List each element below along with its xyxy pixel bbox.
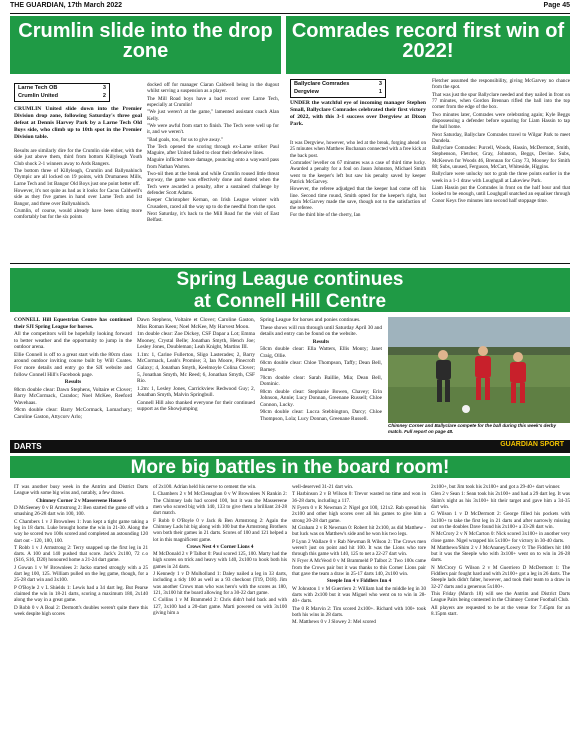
paragraph: However, it's not quite as bad as it looks for Cacus Caldwell's side as they five games in hand over Larne Tech and 1st Bangor, and three over Ballynahinch. — [14, 187, 142, 207]
paragraph: M Graham 2 v R Newman 0: Robert hit 2x100, as did Matthew - but luck was on Matthew's side and he won his two legs. — [292, 524, 426, 538]
paragraph: N McCrory G Wilson 2 v M Guerriero D McDermott 1: The Fiddlers pair fought hard and with 2x100+ got a leg in 26 darts. The Steeple lads didn't falter, however, and took their team to a draw in 32-27 darts and a generous 5x100+. — [431, 564, 570, 590]
paragraph: T Harbinson 2 v B Wilson 0: Trevor wasted no time and won in 36-28 darts, including a 117. — [292, 491, 426, 504]
paragraph: F Robb 0 O'Boyle 0 v Jack & Ben Armstrong 2: Again the Chimney Lads hit big along with 100 but the Armstrong Brothers won both their games in 21 darts. Scores of 100 and 121 helped a lot in this magnificent game. — [153, 517, 287, 543]
darts-column-2 — [153, 484, 287, 734]
paragraph: D Robb 0 v A Boal 2: Dermott's doubles weren't quite there this week despite high scores — [14, 604, 148, 617]
paragraph: 1.1m: 1, Carine Fullerton, Sligo Lasterades; 2, Barry McCormack, Leah's Promise; 3, Ian Moore, Pinecroft Galaxy; 4, Jonathan Smyth, Keelmoyle Colina Clover; 5, Jonathan Smyth, Mc Reed; 6, Jonathan Smyth, CSF Rio. — [137, 351, 255, 385]
paragraph: 60cm double clear: Chloe Thompson, Taffy; Dean Bell, Barney. — [260, 360, 382, 373]
team-score: 2 — [102, 92, 106, 99]
paragraph: Maguire inflicted more damage, pouncing onto a wayward pass from Nathan Warren. — [147, 157, 279, 170]
paragraph: P Lynn 2 Wallace 0 v Rab Newman R Wilson 2: The Crows men weren't just on point and hit 100. It was the Lions who tore through this game with 140, 125 to net a 22-27 dart win. — [292, 538, 426, 558]
score-row — [18, 93, 106, 101]
paragraph: IT was another busy week in the Antrim and District Darts League with some big wins and, notably, a few draws. — [14, 484, 148, 497]
paragraph: Ballyclare were unlucky not to grab the three points earlier in the week in a 1-1 draw with Loughgall at Lakeview Park. — [432, 171, 570, 184]
paragraph: 70cm double clear: Sarah Baillie, Mia; Dean Bell, Dominic. — [260, 374, 382, 388]
results-subhead: Results — [312, 338, 330, 345]
paragraph: Results are similarly dire for the Crumlin side either, with the side just above them, third from bottom Killyleagh Youth Club shock 2-1 winners away to Ards Rangers. — [14, 148, 142, 167]
paragraph: Two-nil then at the break and while Crumlin roused little threat anyway, the game was effectively done and dusted when the Tech were awarded a penalty, after a sustained challenge by defender Scott Adams. — [147, 171, 279, 196]
paragraph: CONNELL Hill Equestrian Centre has continued their SJI Spring League for horses. — [14, 317, 132, 330]
paragraph: Glen 2 v Sean 1: Sean took his 2x100+ and had a 29 dart leg. It was Shim's night as his 3x100+ hit their target and gave him a 34-35 dart win. — [431, 491, 570, 510]
fixture-subhead: Chimney Corner 2 v Massereene House 6 — [36, 497, 126, 504]
paragraph: Ballyclare Comrades: Purcell, Woods, Hassin, McDermott, Smith, Stephenson, Fletcher, Gray, Johnston, Beggs, Devine. Subs, McKeown for Woods 46, Brennan for Gray 73, Mooney for Smith 88; Subs, unused, Ferguson, McCart, Whiteside, Higgins. — [432, 145, 570, 171]
connell-column-1 — [14, 317, 132, 437]
paragraph: C Collins 1 v M Brammeld 2: Chris didn't hold back and with 127, 3x100 had a 20-dart game. Marti powered on with 3x100 giving him a — [153, 597, 287, 616]
connell-headline-line-2: at Connell Hill Centre — [10, 290, 570, 312]
darts-column-1 — [14, 484, 148, 734]
team-name: Ballyclare Comrades — [294, 81, 350, 87]
score-row — [18, 85, 106, 93]
masthead-paper-date: THE GUARDIAN, 17th March 2022 — [10, 2, 123, 9]
paragraph: G Wilson 1 v D McDermott 2: George filled his pockets with 3x100+ to take the first leg in 21 darts and after narrowly missing out on the doubles Dave found his 2x100+ a 33-28 dart win. — [431, 511, 570, 530]
paragraph: Next Saturday, Ballyclare Comrades travel to Wilgar Park to meet Dundela. — [432, 131, 570, 144]
masthead-page-number: Page 45 — [543, 2, 570, 9]
paragraph: Next Saturday, it's back to the Mill Road for the visit of East Belfast. — [147, 210, 279, 224]
darts-headline: More big battles in the board room! — [10, 456, 570, 478]
team-name: Dergview — [294, 88, 319, 95]
paragraph: Crumlin, of course, would already have been sitting more comfortably but for the six points — [14, 207, 142, 221]
guardian-sport-logo: GUARDIAN SPORT — [500, 441, 564, 448]
section-rule — [10, 263, 570, 264]
football-photo — [388, 317, 570, 423]
paragraph: N Fryer A McVeod 0 v M Brammeld P Talbot 2: Two 100s came from the Crows pair but it was thanks to this Corner Lions pair that gave the team a draw in 25-17 darts 140, 2x100 win. — [292, 558, 426, 578]
comrades-score-box — [290, 79, 386, 98]
paragraph: Ellie Connell is off to a great start with the 80cm class around outdoor inviting course built by Will Coates. For more details and entry go the SJI website and follow Connell Hill's Facebook page. — [14, 351, 132, 378]
connell-headline-line-1: Spring League continues — [10, 268, 570, 290]
crumlin-lede: CRUMLIN United slide down into the Premier Division drop zone, following Saturday's three goal defeat at Dennis Harvey Park by a Larne Tech Old Boys side, who climb up to 10th spot in the Premier Division table. — [14, 106, 142, 141]
paragraph: "Bad goals, too, for us to give away." — [147, 136, 223, 143]
score-row — [294, 81, 382, 89]
paragraph: Keeper Christopher Kernan, on Irish League winner with Crusaders, raced all the way up to do the needful from the spot. — [147, 197, 279, 210]
paragraph: P O'Boyle 2 v L Shields 1: Lewis had a 34 dart leg. But Pearse claimed the win in 18-21 darts, scoring a maximum 180, 2x140 along the way in a great game. — [14, 584, 148, 604]
crumlin-headline: Crumlin slide into the drop zone — [10, 16, 281, 74]
paragraph: of 2x100. Adrian held his nerve to cement the win. — [153, 484, 257, 490]
paragraph: M Matthews/Shim 2 v J McAnaney/Lowry 0: The Fiddlers hit 180 but it was the Steeple who with 3x100+ went on to win in 26-28 darts. — [431, 544, 570, 564]
paragraph: N Fyern 0 v R Newman 2: Nigel got 100, 121x2. Rab spread his 2x100 and other high scores over all his games to give him a strong 20-28 dart game. — [292, 504, 426, 524]
paragraph: Liam Hassin put the Comrades in front on the half hour and that looked to be enough, until Loughgall snatched an equaliser through Conor Keys five minutes into second half stoppage time. — [432, 185, 570, 204]
connell-column-3 — [260, 317, 382, 437]
paragraph: N McCrory 2 v N McCarton 0: Nick scored 3x100+ in another very close game. Nigel wrapped his 5x100+ for victory in 30-40 darts. — [431, 531, 570, 544]
paragraph: well-deserved 31-21 dart win. — [292, 484, 354, 490]
paragraph: 1.2m: 1, Lesley Jones, Carrickview Redwood Guy; 2, Jonathan Smyth, Malvin Springbull. — [137, 385, 255, 399]
paragraph: docked off for manager Ciaran Caldwell being in the dugout whilst serving a suspension as a player. — [147, 82, 279, 95]
fixture-subhead: Crows Nest 4 v Corner Lions 4 — [186, 543, 254, 550]
paragraph: Spring League for horses and ponies continues. — [260, 317, 361, 323]
photo-caption: Chimney Corner and Ballyclare compete for the ball during this week's derby match. Full report on page 48. — [388, 423, 557, 434]
fixture-subhead: Steeple Inn 4 v Fiddlers Inn 4 — [326, 578, 392, 585]
paragraph: Connell Hill also thanked everyone for their continued support as the Showjumping — [137, 399, 255, 413]
paragraph: These shows will run through until Saturday April 30 and details and entry can be found on the website. — [260, 324, 382, 338]
paragraph: All players are requested to be at the venue for 7.45pm for an 8.15pm start. — [431, 604, 570, 617]
paragraph: J Kennedy 1 v D Mulholland 1: Daley nailed a leg in 33 darts, including a tidy 100 as well as a 93 checkout (T19, D18). Jim was another Crows man who was hero's with the scores as 180, 121, 3x100 hit the board allowing for a 30-22 dart game. — [153, 571, 287, 596]
comrades-lede: UNDER the watchful eye of incoming manager Stephen Small, Ballyclare Comrades celebrated their first victory of 2022, with this 3-1 success over Dergview at Dixon Park. — [290, 100, 426, 128]
paragraph: 90cm double clear: Lucca Stebbington, Darcy; Chloe Thompson, Lola; Lucy Donnan, Greenane Russell. — [260, 409, 382, 422]
paragraph: D McSeeney 0 v B Armstrong 2: Ben started the game off with a smashing 26-28 dart win 100, 100. — [14, 504, 148, 518]
paragraph: That was just the spur Ballyclare needed and they nailed in front on 77 minutes, when Gordon Brennan rifled the ball into the top corner from the edge of the box. — [432, 91, 570, 111]
crumlin-score-box — [14, 83, 110, 102]
paragraph: For the third bite of the cherry, Ian — [290, 212, 361, 219]
paragraph: Fletcher assumed the responsibility, giving McGarvey no chance from the spot. — [432, 78, 570, 91]
paragraph: Comrades' leveller on 67 minutes was a case of third time lucky. Awarded a penalty for a foul on Jason Johnston, Michael Smith went to the keeper's left but saw his penalty saved by keeper Patrick McGarvey. — [290, 159, 426, 185]
paragraph: M McDonald 2 v P Talbot 0: Paul scored 125, 100. Marty had the high scores on trick and heavy with 140, 2x100 to hook both his games in 24 darts. — [153, 551, 287, 570]
paragraph: The Tech opened the scoring through ex-Larne striker Paul Maguire, after United failed to clear their defensive lines. — [147, 143, 279, 157]
darts-column-4 — [431, 484, 570, 734]
crumlin-column-1 — [14, 148, 142, 258]
paragraph: J Gowan 1 v W Brownlees 2: Jacko started strongly with a 25 dart leg 100, 125. William pulled on the leg game, though, for a 25-28 dart win and 3x100. — [14, 564, 148, 584]
team-score: 3 — [378, 81, 382, 87]
paragraph: C Chambers 1 v J Brownlees 1: Ivan kept a tight game taking a leg in 18 darts. Luke brought home the win in 21-30. Along the way he scored two 100s scored and completed an astounding 120 dart out - 120, 180, 100. — [14, 518, 148, 544]
team-name: Crumlin United — [18, 92, 59, 99]
paragraph: Two minutes later, Comrades were celebrating again; Kyle Beggs dispossessing a defender before squaring for Liam Hassin to tap the ball home. — [432, 111, 570, 131]
paragraph: 90cm double clear: Barry McCormack, Lomachary; Caroline Gaston, Attycorv Arlo; — [14, 407, 132, 420]
paragraph: 2x100+, but Jim took his 2x100+ and got a 29-40+ dart winner. — [431, 484, 561, 490]
paragraph: "We were awful from start to finish. The Tech were well up for it, and we weren't. — [147, 122, 279, 136]
paragraph: L Chambers 2 v M McClenaghan 0 v W Brownlees N Rankin 2: The Chimney lads had scored 100, but it was the Massereene men who scored big with 140, 133 to give them a brilliant 24-28 dart match. — [153, 491, 287, 517]
crumlin-column-2 — [147, 82, 279, 258]
paragraph: T Robb 1 v J Armstrong 2: Terry snapped up the first leg in 21 darts. A 100 and 140 pushed that score. Jack's 2x100, 72 c.o (S16, S16, D20) honoured home a 21-24 dart game. — [14, 544, 148, 564]
comrades-headline: Comrades record first win of 2022! — [286, 16, 570, 74]
masthead-rule — [10, 13, 570, 14]
paragraph: Dawn Stephens, Voltaire et Clover; Caroline Gaston, Miss Roman Keen; Noel McKee, My Harvest Moon. — [137, 317, 255, 330]
team-name: Larne Tech OB — [18, 85, 58, 91]
paragraph: It was Dergview, however, who led at the break, forging ahead on 25 minutes when Matthew Buchanan connected with a free kick at the back post. — [290, 140, 426, 159]
paragraph: 80cm double clear: Stephanie Bowen, Chavey; Erin Johnson, Annie; Lucy Donnan, Greenane Russell; Chloe Connon, Lucky. — [260, 388, 382, 408]
football — [462, 405, 470, 413]
paragraph: "We just weren't at the game," lamented assistant coach Alan Kelly. — [147, 109, 279, 122]
paragraph: This Friday (March 18) will see the Antrim and District Darts League Pairs being contested in the Chimney Corner Football Club. — [431, 591, 570, 604]
darts-section-label: DARTS — [14, 442, 42, 451]
paragraph: W Johnston 1 v M Guerriero 2: William had the middle leg in 30 darts with 2x100 but it was Miguel who went on to win in 28-40+ darts. — [292, 585, 426, 605]
comrades-column-2 — [432, 78, 570, 258]
paragraph: M. Matthews 0 v J Slowey 2: Mel scored — [292, 619, 376, 626]
paragraph: The Mill Road boys have a bad record over Larne Tech, especially at Crumlin! — [147, 95, 279, 108]
paragraph: 80cm double clear: Dawn Stephens, Voltaire et Clover; Barry McCormack, Caradoc; Noel McKee, Reeford Wavehaas. — [14, 386, 132, 406]
score-row — [294, 89, 382, 97]
paragraph: The bottom three of Killyleagh, Crumlin and Ballynahinch Olympic are all locked on 19 points, with Drumaness Mills, Larne Tech and 1st Bangor Old Boys just one point better off. — [14, 167, 142, 187]
team-score: 1 — [378, 88, 382, 95]
comrades-column-1 — [290, 140, 426, 258]
football-photo-illustration — [388, 317, 570, 423]
paragraph: 50cm double clear: Ella Watters, Ellis Monty; Janet Craig, Ollie. — [260, 346, 382, 359]
team-score: 3 — [102, 85, 106, 91]
paragraph: 1m double clear: Zoe Dickey, CSF Dapar a Lot; Emma Mooney, Crystal Belle; Jonathan Smyth, Hench Joe; Lesley Jones, Doubleman; Leah Knight, Martins III. — [137, 331, 255, 351]
paragraph: The 0 R Marvin 2: Tim scored 2x100+. Richard with 100+ took both his wins in 28 darts. — [292, 605, 426, 618]
connell-column-2 — [137, 317, 255, 437]
paragraph: All the competitors will be hopefully looking forward to better weather and the opportunity to jump in the outdoor arena. — [14, 331, 132, 351]
darts-column-3 — [292, 484, 426, 734]
results-subhead: Results — [64, 379, 82, 386]
paragraph: However, the referee adjudged that the keeper had come off his line. Second time round, Smith opted for the keeper's right, but again McGarvey made the save, though not to the satisfaction of the referee. — [290, 186, 426, 212]
darts-section-bar — [10, 440, 570, 453]
